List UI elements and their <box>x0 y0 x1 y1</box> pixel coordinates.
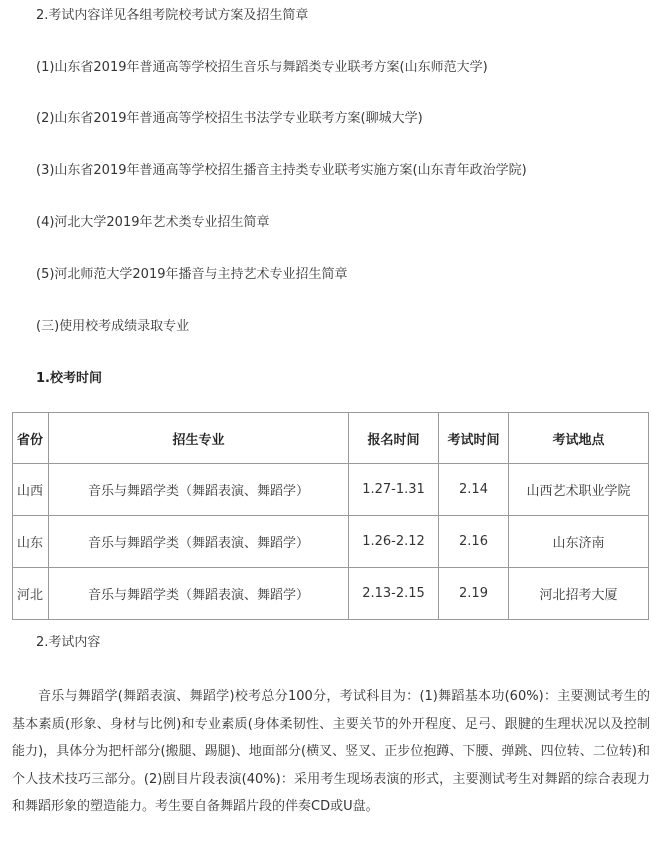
cell-exam-time: 2.19 <box>439 568 509 620</box>
header-major: 招生专业 <box>49 413 349 464</box>
text-line-6: (5)河北师范大学2019年播音与主持艺术专业招生简章 <box>36 267 348 282</box>
text-line-5: (4)河北大学2019年艺术类专业招生简章 <box>36 215 270 230</box>
cell-province: 河北 <box>13 568 49 620</box>
cell-major: 音乐与舞蹈学类（舞蹈表演、舞蹈学） <box>49 516 349 568</box>
table-row <box>13 516 649 568</box>
cell-exam-place: 山东济南 <box>509 516 649 568</box>
header-exam-place: 考试地点 <box>509 413 649 464</box>
exam-content-paragraph: 音乐与舞蹈学(舞蹈表演、舞蹈学)校考总分100分，考试科目为：(1)舞蹈基本功(60%)：主要测试考生的基本素质(形象、身材与比例)和专业素质(身体柔韧性、主要关节的外开程度、足弓、跟腱的生理状况以及控制能力)，具体分为把杆部分(搬腿、踢腿)、地面部分(横叉、竖叉、正步位抱蹲、下腰、弹跳、四位转、二位转)和个人技术技巧三部分。(2)剧目片段表演(40%)：采用考生现场表演的形式，主要测试考生对舞蹈的综合表现力和舞蹈形象的塑造能力。考生要自备舞蹈片段的伴奏CD或U盘。 <box>12 689 650 814</box>
text-line-2: (1)山东省2019年普通高等学校招生音乐与舞蹈类专业联考方案(山东师范大学) <box>36 60 488 75</box>
cell-registration-time: 1.26-2.12 <box>349 516 439 568</box>
table-row <box>13 464 649 516</box>
cell-exam-time: 2.14 <box>439 464 509 516</box>
table-row <box>13 568 649 620</box>
text-line-1: 2.考试内容详见各组考院校考试方案及招生简章 <box>36 8 309 23</box>
header-exam-time: 考试时间 <box>439 413 509 464</box>
cell-exam-place: 山西艺术职业学院 <box>509 464 649 516</box>
header-registration-time: 报名时间 <box>349 413 439 464</box>
exam-schedule-table <box>12 412 649 620</box>
cell-major: 音乐与舞蹈学类（舞蹈表演、舞蹈学） <box>49 568 349 620</box>
cell-exam-place: 河北招考大厦 <box>509 568 649 620</box>
cell-province: 山西 <box>13 464 49 516</box>
text-line-3: (2)山东省2019年普通高等学校招生书法学专业联考方案(聊城大学) <box>36 111 423 126</box>
cell-registration-time: 2.13-2.15 <box>349 568 439 620</box>
header-province: 省份 <box>13 413 49 464</box>
text-line-7: (三)使用校考成绩录取专业 <box>36 319 190 334</box>
section-heading-exam-content: 2.考试内容 <box>36 635 101 650</box>
cell-registration-time: 1.27-1.31 <box>349 464 439 516</box>
section-heading-exam-time: 1.校考时间 <box>36 371 102 386</box>
text-line-4: (3)山东省2019年普通高等学校招生播音主持类专业联考实施方案(山东青年政治学院) <box>36 163 527 178</box>
cell-major: 音乐与舞蹈学类（舞蹈表演、舞蹈学） <box>49 464 349 516</box>
cell-exam-time: 2.16 <box>439 516 509 568</box>
cell-province: 山东 <box>13 516 49 568</box>
table-header-row <box>13 413 649 464</box>
